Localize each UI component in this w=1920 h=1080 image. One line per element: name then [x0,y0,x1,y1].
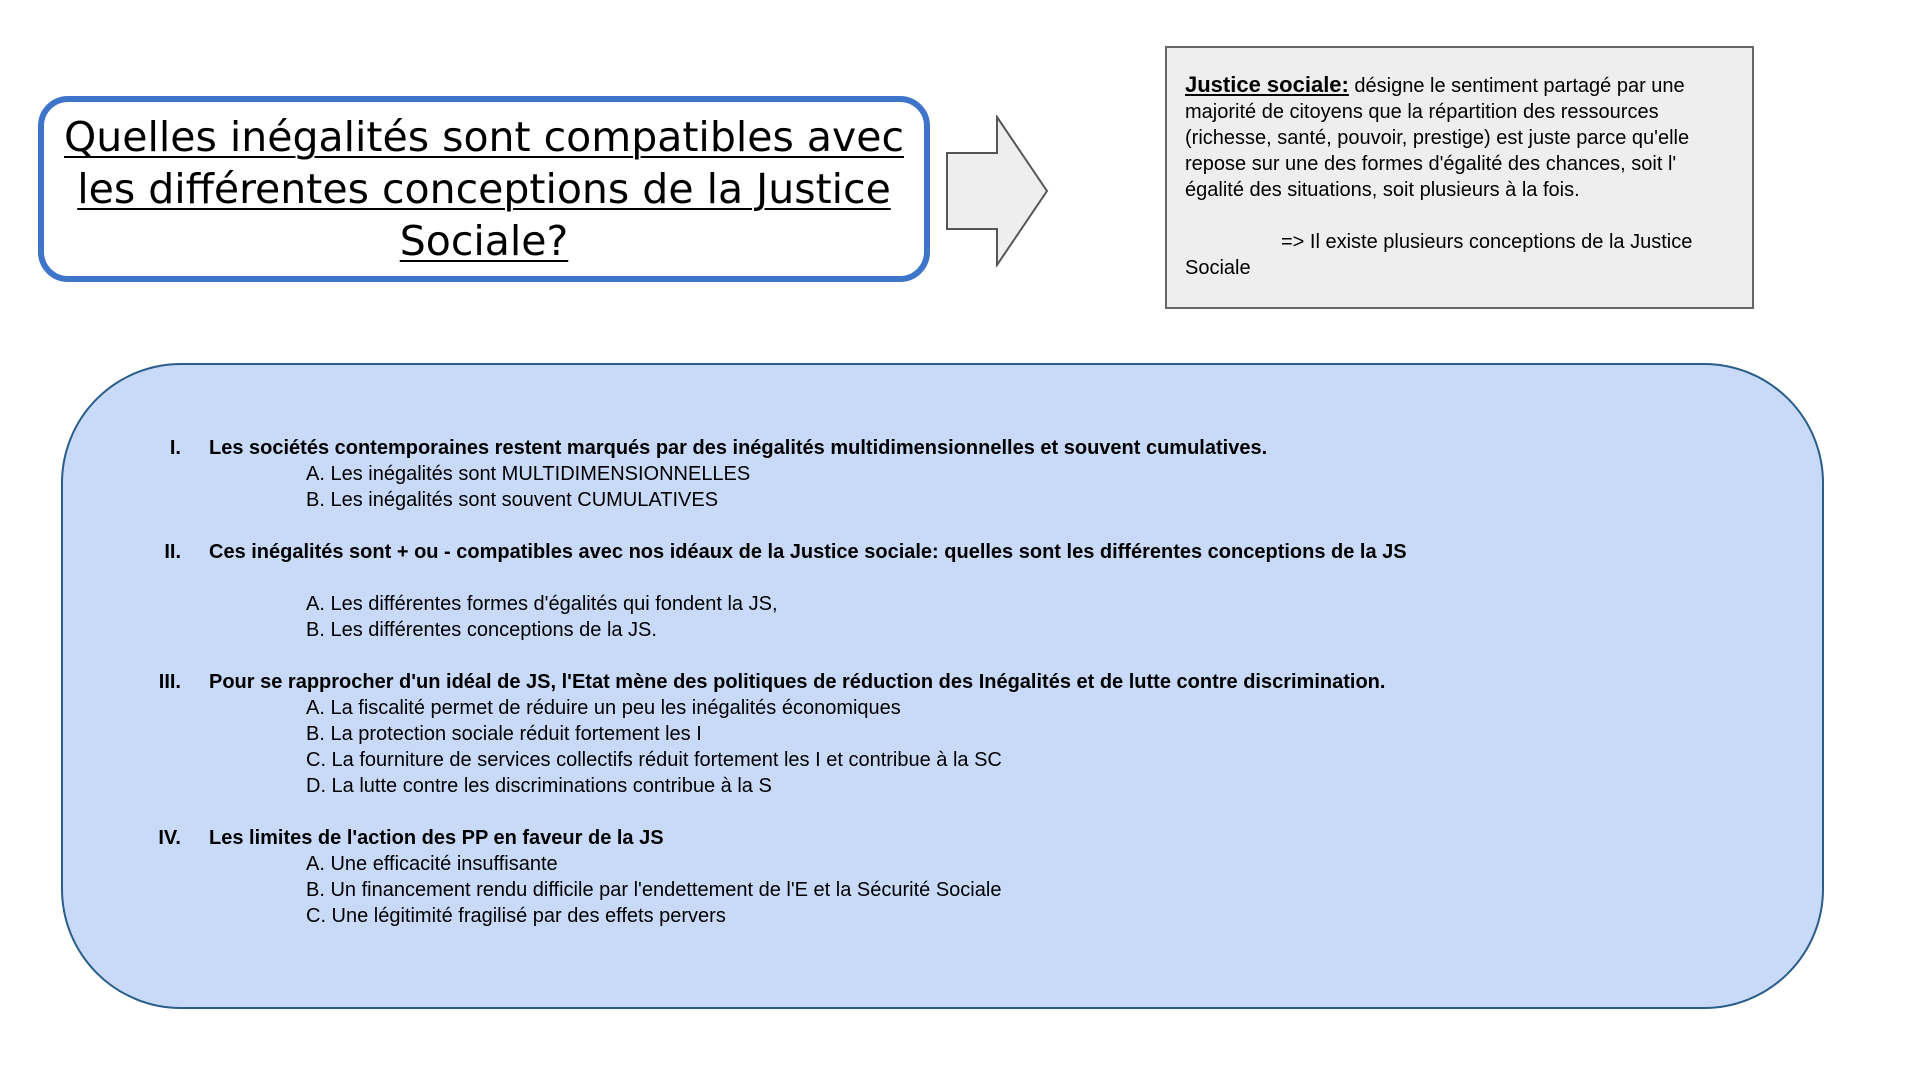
subsection-list [63,695,1822,799]
subsection-list [63,591,1822,643]
definition-conclusion: => Il existe plusieurs conceptions de la Justice Sociale [1185,231,1693,279]
subsection-item: B. La protection sociale réduit fortement les I [306,723,702,745]
outline-section-4 [63,825,1822,929]
section-number: IV. [158,827,181,849]
title-box [38,96,930,282]
subsection-item: B. Les inégalités sont souvent CUMULATIVES [306,489,719,511]
section-title: Ces inégalités sont + ou - compatibles avec nos idéaux de la Justice sociale: quelles sont les différentes conceptions de la JS [209,541,1407,563]
section-number: III. [158,671,181,693]
definition-box [1165,46,1754,309]
section-title: Les limites de l'action des PP en faveur de la JS [209,827,664,849]
subsection-item: A. Les inégalités sont MULTIDIMENSIONNELLES [306,463,751,485]
definition-term: Justice sociale: [1185,72,1349,97]
section-heading [63,435,1822,461]
subsection-item: A. La fiscalité permet de réduire un peu les inégalités économiques [306,697,901,719]
subsection-item: D. La lutte contre les discriminations contribue à la S [306,775,772,797]
subsection-item: A. Une efficacité insuffisante [306,853,558,875]
section-heading [63,669,1822,695]
subsection-item: A. Les différentes formes d'égalités qui fondent la JS, [306,593,778,615]
subsection-item: C. La fourniture de services collectifs réduit fortement les I et contribue à la SC [306,749,1002,771]
section-number: I. [169,437,181,459]
outline-section-3 [63,669,1822,799]
section-heading [63,539,1822,565]
section-heading [63,825,1822,851]
section-title: Les sociétés contemporaines restent marqués par des inégalités multidimensionnelles et souvent cumulatives. [209,437,1268,459]
section-number: II. [164,541,181,563]
definition-body: désigne le sentiment partagé par une majorité de citoyens que la répartition des ressources (richesse, santé, pouvoir, prestige) est juste parce qu'elle repose sur une des formes d'égalité des chances, soit l' égalité des situations, soit plusieurs à la fois. [1185,75,1690,201]
definition-text [1185,72,1734,203]
outline-section-2 [63,539,1822,643]
section-title: Pour se rapprocher d'un idéal de JS, l'Etat mène des politiques de réduction des Inégalités et de lutte contre discrimination. [209,671,1386,693]
right-arrow-icon [945,115,1050,267]
outline-box [61,363,1824,1009]
definition-conclusion-block [1185,229,1734,281]
subsection-item: C. Une légitimité fragilisé par des effets pervers [306,905,726,927]
subsection-list [63,461,1822,513]
outline-section-1 [63,435,1822,513]
slide-title: Quelles inégalités sont compatibles avec les différentes conceptions de la Justice Sociale? [63,113,905,265]
subsection-item: B. Les différentes conceptions de la JS. [306,619,657,641]
subsection-list [63,851,1822,929]
subsection-item: B. Un financement rendu difficile par l'endettement de l'E et la Sécurité Sociale [306,879,1002,901]
